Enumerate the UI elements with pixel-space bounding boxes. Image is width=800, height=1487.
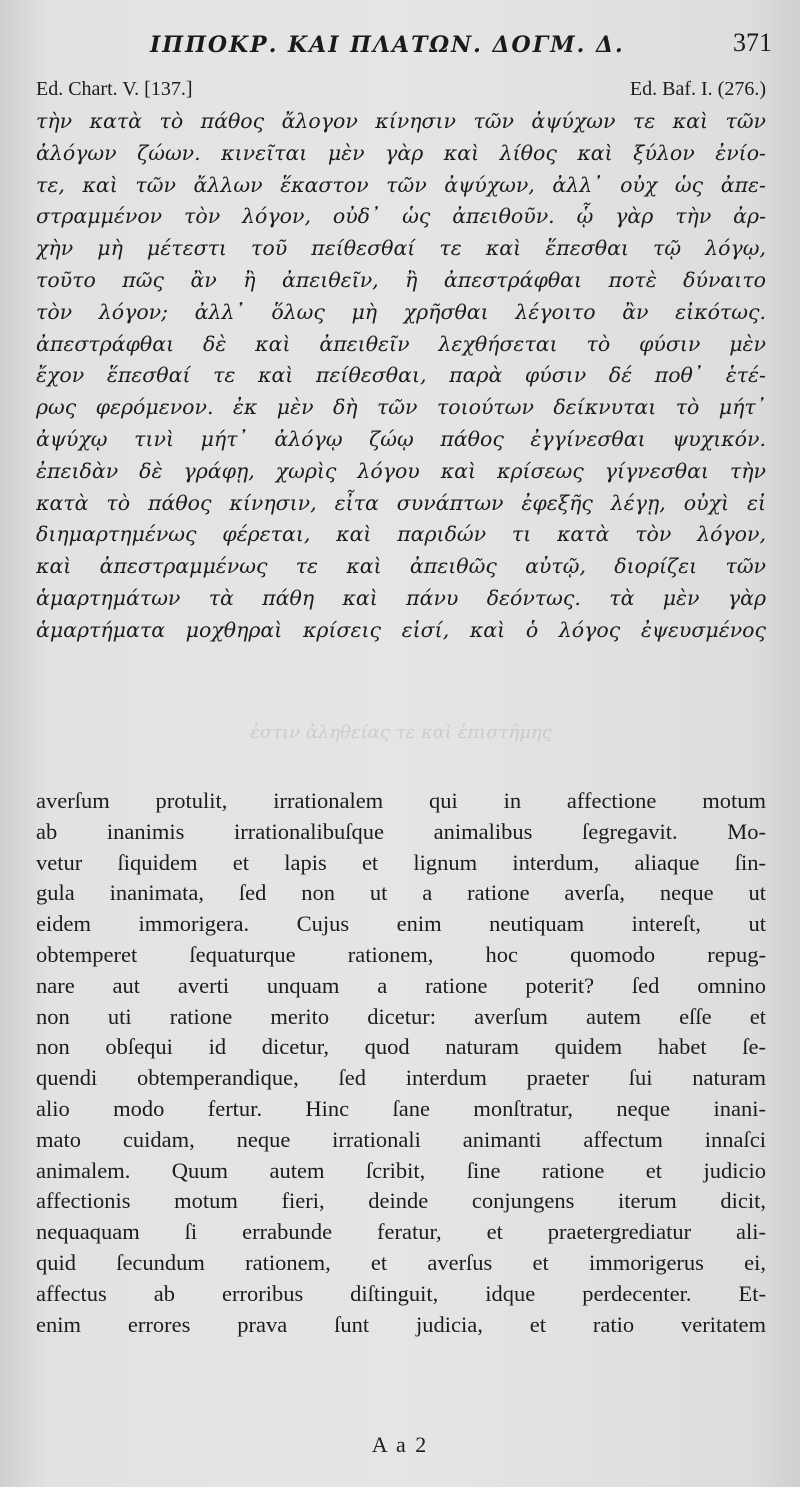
latin-line: averſum protulit, irrationalem qui in affectione motum [36,788,766,813]
greek-line: ἐπειδὰν δὲ γράφῃ, χωρὶς λόγου καὶ κρίσεως γίγνεσθαι τὴν [36,458,766,483]
running-head [0,28,800,68]
latin-line: non uti ratione merito dicetur: averſum autem eſſe et [36,1003,766,1029]
latin-line: nare aut averti unquam a ratione poterit? ſed omnino [36,972,766,998]
greek-text-block [36,106,766,647]
greek-line: τὸν λόγον; ἀλλ᾽ ὅλως μὴ χρῆσθαι λέγοιτο ἂν εἰκότως. [36,299,766,324]
page-number: 371 [733,28,772,57]
latin-line: obtemperet ſequaturque rationem, hoc quomodo repug- [36,941,766,967]
latin-line: mato cuidam, neque irrationali animanti affectum innaſci [36,1126,766,1152]
latin-line: animalem. Quum autem ſcribit, ſine ratione et judicio [36,1157,766,1183]
latin-line: quid ſecundum rationem, et averſus et immorigerus ei, [36,1249,766,1275]
greek-line: τοῦτο πῶς ἂν ἢ ἀπειθεῖν, ἢ ἀπεστράφθαι ποτὲ δύναιτο [36,267,766,292]
latin-line: alio modo fertur. Hinc ſane monſtratur, neque inani- [36,1095,766,1121]
edition-references [36,78,766,104]
greek-line: διημαρτημένως φέρεται, καὶ παριδών τι κατὰ τὸν λόγον, [36,522,766,547]
edition-chart-reference: Ed. Chart. V. [137.] [36,78,193,100]
latin-line: ab inanimis irrationalibuſque animalibus ſegregavit. Mo- [36,818,766,844]
greek-line: ἁμαρτημάτων τὰ πάθη καὶ πάνυ δεόντως. τὰ μὲν γὰρ [36,585,766,610]
greek-line: καὶ ἀπεστραμμένως τε καὶ ἀπειθῶς αὐτῷ, διορίζει τῶν [36,554,766,579]
greek-line: στραμμένον τὸν λόγον, οὐδ᾽ ὡς ἀπειθοῦν. ᾧ γὰρ τὴν ἀρ- [36,204,766,229]
edition-basel-reference: Ed. Baf. I. (276.) [629,78,766,100]
latin-line: quendi obtemperandique, ſed interdum praeter ſui naturam [36,1065,766,1091]
latin-line: vetur ſiquidem et lapis et lignum interdum, aliaque ſin- [36,849,766,875]
latin-line: non obſequi id dicetur, quod naturam quidem habet ſe- [36,1034,766,1060]
greek-line: κατὰ τὸ πάθος κίνησιν, εἶτα συνάπτων ἐφεξῆς λέγῃ, οὐχὶ εἰ [36,490,766,515]
greek-line: ἀψύχῳ τινὶ μήτ᾽ ἀλόγῳ ζώῳ πάθος ἐγγίνεσθαι ψυχικόν. [36,426,766,451]
latin-line: nequaquam ſi errabunde feratur, et praetergrediatur ali- [36,1219,766,1245]
greek-line: τε, καὶ τῶν ἄλλων ἕκαστον τῶν ἀψύχων, ἀλλ᾽ οὐχ ὡς ἀπε- [36,172,766,197]
latin-line: affectus ab erroribus diſtinguit, idque perdecenter. Et- [36,1280,766,1306]
greek-line: τὴν κατὰ τὸ πάθος ἄλογον κίνησιν τῶν ἀψύχων τε καὶ τῶν [36,109,766,133]
show-through-line: ἐστιν ἀληθείας τε καὶ ἐπιστήμης [250,722,552,743]
greek-line: ἀπεστράφθαι δὲ καὶ ἀπειθεῖν λεχθήσεται τὸ φύσιν μὲν [36,331,766,356]
greek-line: ἔχον ἕπεσθαί τε καὶ πείθεσθαι, παρὰ φύσιν δέ ποθ᾽ ἑτέ- [36,363,766,388]
greek-line: χὴν μὴ μέτεστι τοῦ πείθεσθαί τε καὶ ἕπεσθαι τῷ λόγῳ, [36,236,766,261]
latin-line: enim errores prava ſunt judicia, et ratio veritatem [36,1311,766,1337]
signature-mark: A a 2 [371,1432,429,1457]
latin-line: affectionis motum fieri, deinde conjungens iterum dicit, [36,1188,766,1214]
greek-line: ρως φερόμενον. ἐκ μὲν δὴ τῶν τοιούτων δείκνυται τὸ μήτ᾽ [36,395,766,420]
latin-text-block [36,786,766,1340]
greek-line: ἀλόγων ζώων. κινεῖται μὲν γὰρ καὶ λίθος καὶ ξύλον ἐνίο- [36,140,766,165]
latin-line: eidem immorigera. Cujus enim neutiquam intereſt, ut [36,911,766,937]
running-title: ΙΠΠΟΚΡ. ΚΑΙ ΠΛΑΤΩΝ. ΔΟΓΜ. Δ. [150,32,625,58]
greek-line: ἁμαρτήματα μοχθηραὶ κρίσεις εἰσί, καὶ ὁ λόγος ἐψευσμένος [36,617,766,642]
latin-line: gula inanimata, ſed non ut a ratione averſa, neque ut [36,880,766,906]
